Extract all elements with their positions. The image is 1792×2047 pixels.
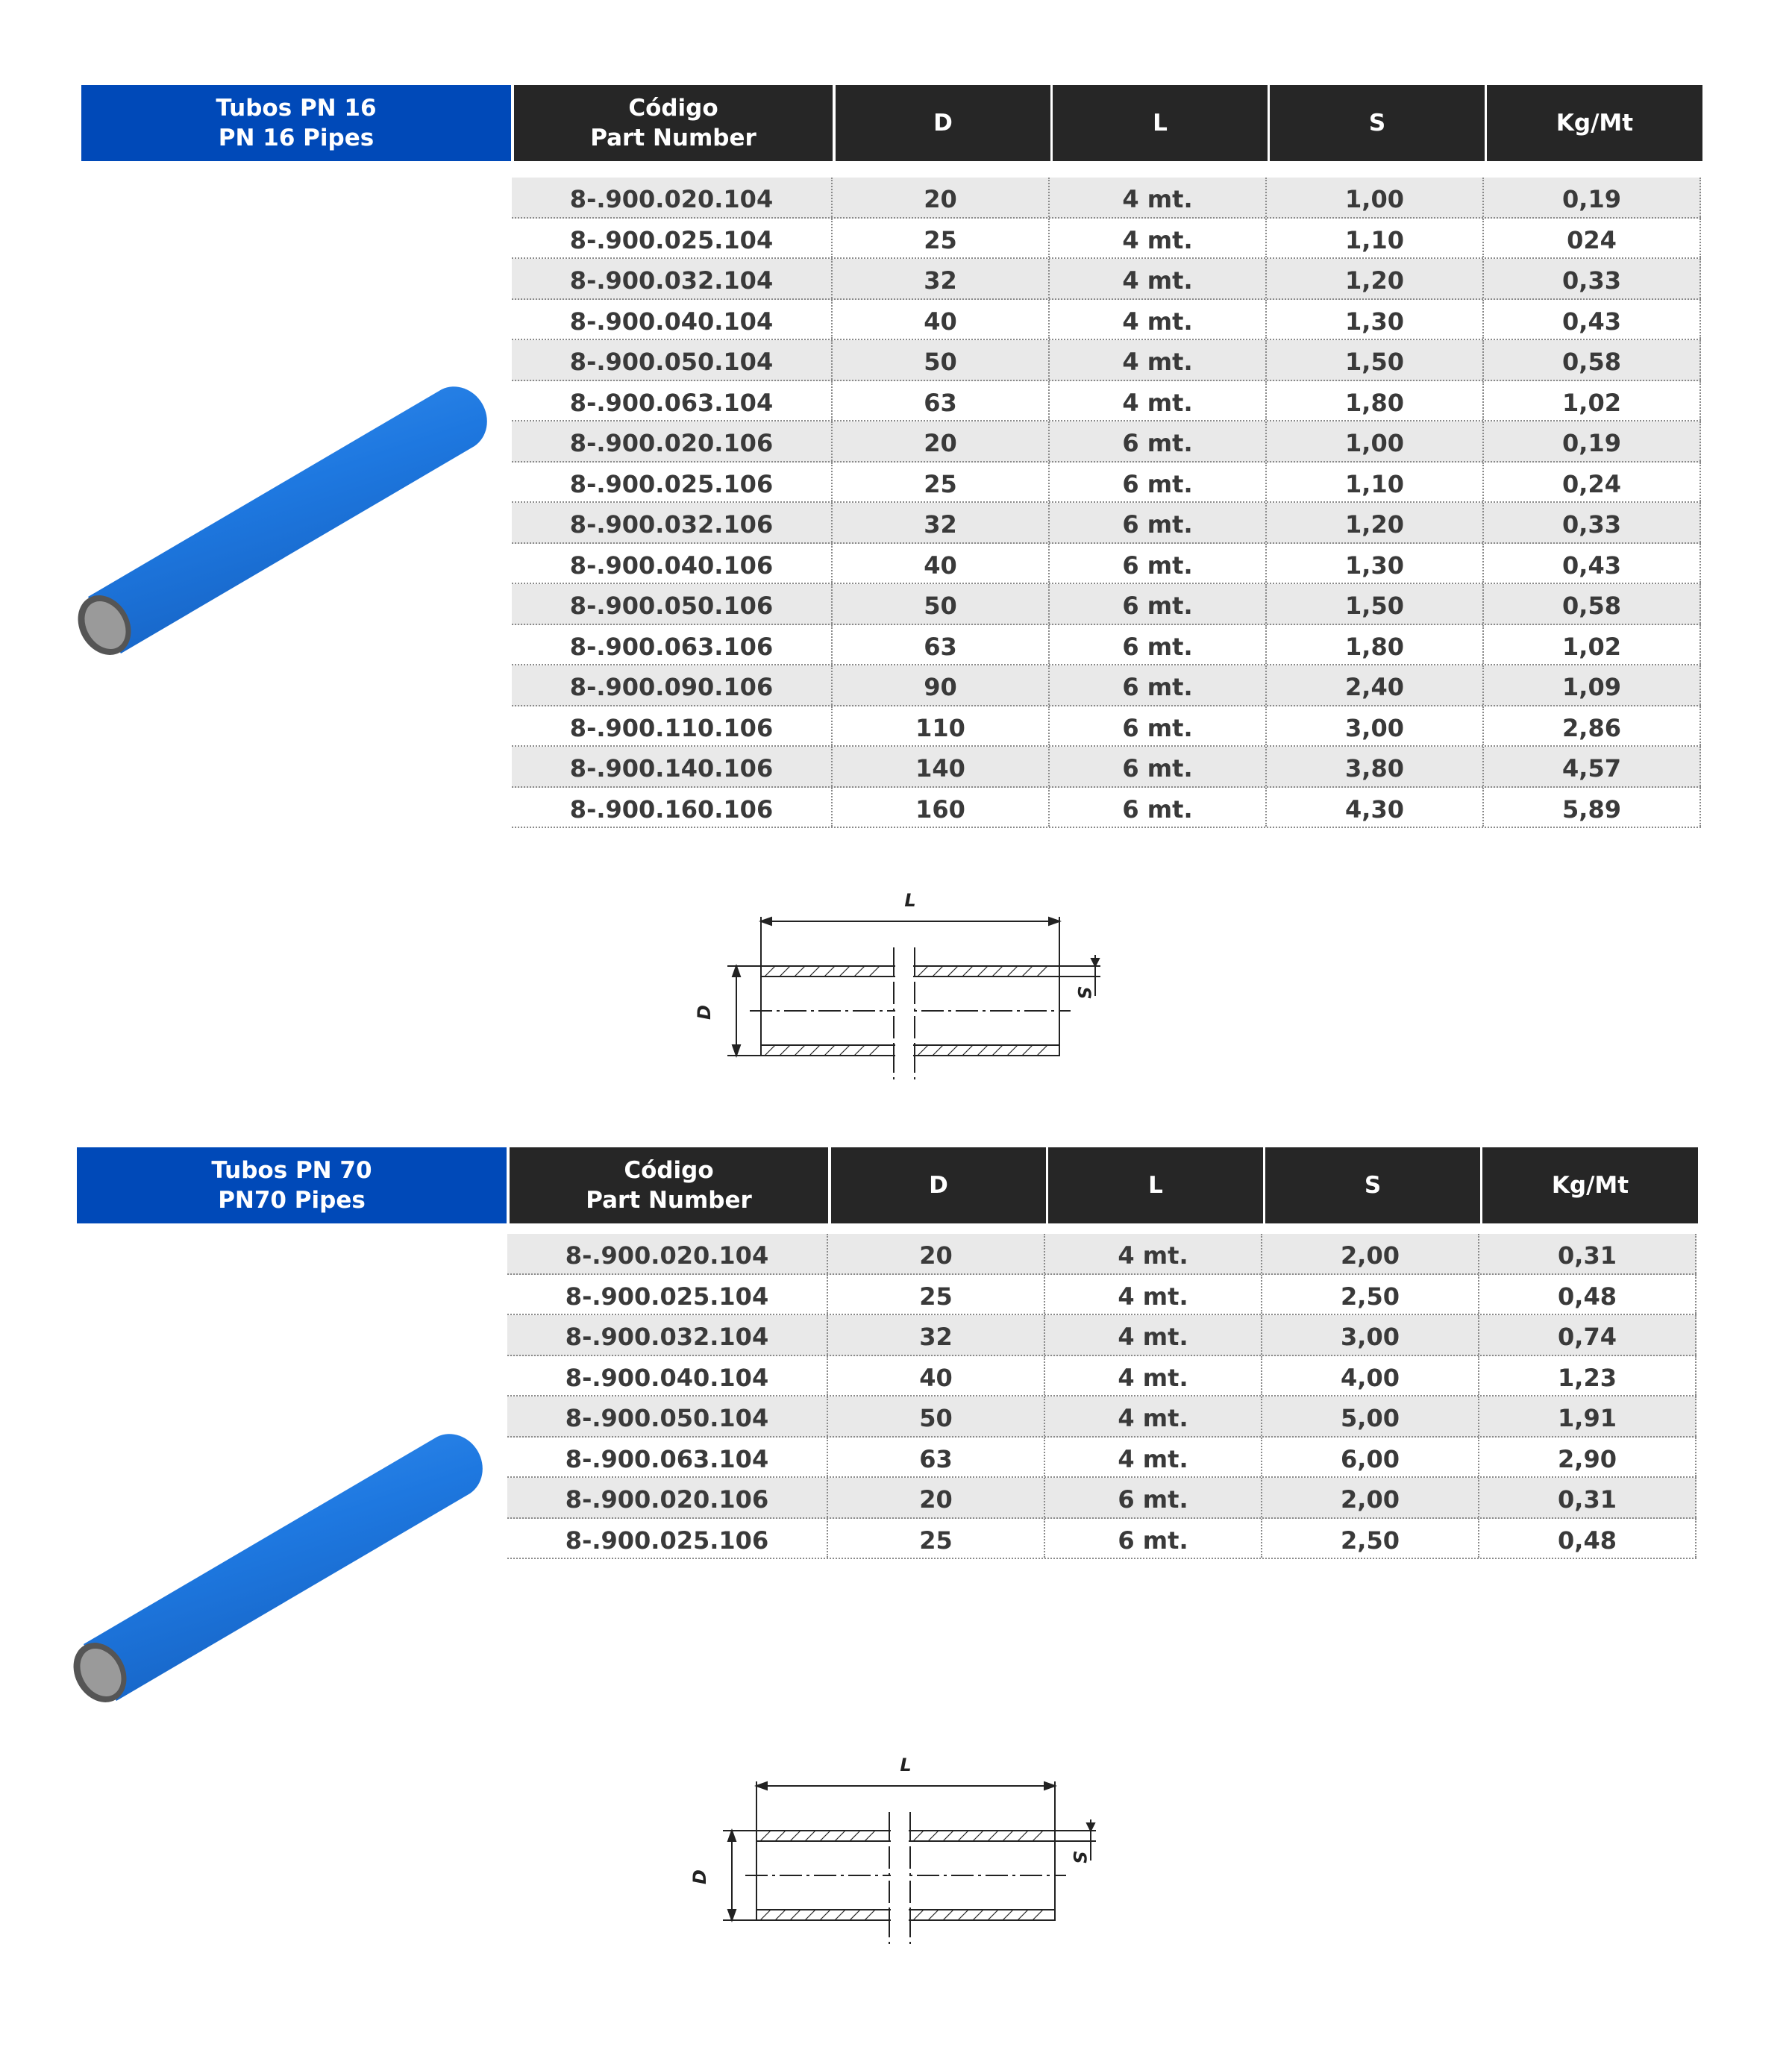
l-cell: 6 mt.: [1045, 1519, 1262, 1558]
kg-cell: 1,09: [1484, 665, 1701, 705]
table-row: [507, 1315, 1697, 1356]
kg-cell: 0,74: [1479, 1315, 1697, 1355]
kg-cell: 0,31: [1479, 1478, 1697, 1517]
part-number-cell: 8-.900.110.106: [512, 706, 833, 746]
header-code-line1: Código: [624, 1157, 714, 1184]
label-l: L: [904, 890, 916, 911]
d-cell: 20: [828, 1478, 1045, 1517]
s-cell: 4,00: [1262, 1356, 1479, 1396]
kg-cell: 0,33: [1484, 503, 1701, 542]
table-row: [512, 584, 1701, 625]
d-cell: 25: [828, 1275, 1045, 1314]
s-cell: 2,50: [1262, 1519, 1479, 1558]
table-row: [512, 788, 1701, 829]
l-cell: 4 mt.: [1045, 1438, 1262, 1477]
d-cell: 32: [833, 503, 1050, 542]
d-cell: 25: [833, 219, 1050, 258]
l-cell: 6 mt.: [1050, 503, 1267, 542]
kg-cell: 1,23: [1479, 1356, 1697, 1396]
table-row: [507, 1438, 1697, 1479]
l-cell: 6 mt.: [1050, 747, 1267, 786]
table-row: [507, 1275, 1697, 1316]
header-l: L: [1053, 85, 1268, 161]
part-number-cell: 8-.900.050.104: [512, 340, 833, 380]
table-row: [512, 544, 1701, 585]
s-cell: 1,00: [1267, 421, 1484, 461]
header-d: D: [836, 85, 1050, 161]
kg-cell: 4,57: [1484, 747, 1701, 786]
l-cell: 6 mt.: [1050, 584, 1267, 624]
l-cell: 6 mt.: [1050, 421, 1267, 461]
table-row: [507, 1356, 1697, 1397]
d-cell: 32: [833, 259, 1050, 298]
d-cell: 140: [833, 747, 1050, 786]
part-number-cell: 8-.900.090.106: [512, 665, 833, 705]
kg-cell: 0,48: [1479, 1519, 1697, 1558]
label-d: D: [689, 1869, 710, 1884]
part-number-cell: 8-.900.160.106: [512, 788, 833, 827]
table-row: [507, 1234, 1697, 1275]
table-row: [512, 463, 1701, 504]
d-cell: 90: [833, 665, 1050, 705]
kg-cell: 0,43: [1484, 544, 1701, 583]
pipe-image: [75, 373, 507, 664]
d-cell: 25: [828, 1519, 1045, 1558]
part-number-cell: 8-.900.140.106: [512, 747, 833, 786]
s-cell: 1,30: [1267, 544, 1484, 583]
part-number-cell: 8-.900.020.106: [507, 1478, 828, 1517]
l-cell: 4 mt.: [1050, 381, 1267, 421]
d-cell: 40: [833, 300, 1050, 339]
l-cell: 6 mt.: [1050, 463, 1267, 502]
header-code-line1: Código: [628, 95, 718, 122]
l-cell: 4 mt.: [1045, 1315, 1262, 1355]
section-title: [77, 1147, 507, 1223]
kg-cell: 1,02: [1484, 381, 1701, 421]
s-cell: 3,00: [1262, 1315, 1479, 1355]
table-row: [512, 340, 1701, 381]
l-cell: 4 mt.: [1045, 1356, 1262, 1396]
table-row: [512, 625, 1701, 666]
d-cell: 20: [833, 178, 1050, 217]
kg-cell: 0,31: [1479, 1234, 1697, 1273]
s-cell: 1,30: [1267, 300, 1484, 339]
part-number-cell: 8-.900.040.104: [512, 300, 833, 339]
label-l: L: [900, 1755, 912, 1775]
s-cell: 4,30: [1267, 788, 1484, 827]
d-cell: 63: [833, 381, 1050, 421]
d-cell: 63: [828, 1438, 1045, 1477]
d-cell: 20: [833, 421, 1050, 461]
d-cell: 50: [833, 584, 1050, 624]
l-cell: 6 mt.: [1050, 625, 1267, 665]
table-row: [512, 259, 1701, 300]
d-cell: 63: [833, 625, 1050, 665]
label-s: S: [1074, 986, 1094, 1000]
s-cell: 1,20: [1267, 259, 1484, 298]
s-cell: 2,40: [1267, 665, 1484, 705]
s-cell: 1,50: [1267, 340, 1484, 380]
d-cell: 110: [833, 706, 1050, 746]
l-cell: 6 mt.: [1045, 1478, 1262, 1517]
pipe-drawing: [689, 1749, 1107, 1957]
part-number-cell: 8-.900.032.104: [512, 259, 833, 298]
part-number-cell: 8-.900.063.104: [512, 381, 833, 421]
kg-cell: 2,86: [1484, 706, 1701, 746]
s-cell: 1,50: [1267, 584, 1484, 624]
part-number-cell: 8-.900.050.106: [512, 584, 833, 624]
kg-cell: 2,90: [1479, 1438, 1697, 1477]
s-cell: 5,00: [1262, 1396, 1479, 1436]
section-title-line2: PN70 Pipes: [218, 1187, 366, 1214]
l-cell: 4 mt.: [1045, 1396, 1262, 1436]
header-d: D: [831, 1147, 1046, 1223]
d-cell: 40: [833, 544, 1050, 583]
kg-cell: 0,58: [1484, 340, 1701, 380]
section-title-line2: PN 16 Pipes: [218, 125, 375, 151]
part-number-cell: 8-.900.050.104: [507, 1396, 828, 1436]
part-number-cell: 8-.900.063.104: [507, 1438, 828, 1477]
d-cell: 160: [833, 788, 1050, 827]
pipe-drawing: [694, 884, 1112, 1093]
l-cell: 6 mt.: [1050, 665, 1267, 705]
header-code-line2: Part Number: [590, 125, 756, 151]
table-row: [512, 300, 1701, 341]
kg-cell: 0,43: [1484, 300, 1701, 339]
d-cell: 20: [828, 1234, 1045, 1273]
table-row: [507, 1396, 1697, 1438]
d-cell: 25: [833, 463, 1050, 502]
kg-cell: 0,33: [1484, 259, 1701, 298]
s-cell: 1,20: [1267, 503, 1484, 542]
section-title-line1: Tubos PN 16: [216, 95, 377, 122]
s-cell: 1,00: [1267, 178, 1484, 217]
header-code: [510, 1147, 828, 1223]
kg-cell: 1,91: [1479, 1396, 1697, 1436]
label-s: S: [1069, 1851, 1090, 1864]
l-cell: 6 mt.: [1050, 706, 1267, 746]
s-cell: 2,50: [1262, 1275, 1479, 1314]
table-row: [512, 178, 1701, 219]
d-cell: 32: [828, 1315, 1045, 1355]
table-row: [512, 665, 1701, 706]
s-cell: 1,10: [1267, 463, 1484, 502]
d-cell: 50: [828, 1396, 1045, 1436]
s-cell: 1,80: [1267, 381, 1484, 421]
table-row: [512, 747, 1701, 788]
kg-cell: 1,02: [1484, 625, 1701, 665]
table-row: [512, 381, 1701, 422]
part-number-cell: 8-.900.063.106: [512, 625, 833, 665]
part-number-cell: 8-.900.025.104: [507, 1275, 828, 1314]
header-l: L: [1048, 1147, 1263, 1223]
kg-cell: 0,19: [1484, 421, 1701, 461]
header-code: [514, 85, 833, 161]
l-cell: 4 mt.: [1050, 340, 1267, 380]
table-row: [512, 421, 1701, 463]
l-cell: 4 mt.: [1050, 259, 1267, 298]
part-number-cell: 8-.900.020.104: [512, 178, 833, 217]
part-number-cell: 8-.900.040.104: [507, 1356, 828, 1396]
l-cell: 4 mt.: [1050, 178, 1267, 217]
header-s: S: [1270, 85, 1485, 161]
l-cell: 4 mt.: [1045, 1234, 1262, 1273]
parts-table-body: [507, 1234, 1697, 1559]
d-cell: 50: [833, 340, 1050, 380]
kg-cell: 5,89: [1484, 788, 1701, 827]
pipe-image: [70, 1420, 503, 1711]
s-cell: 2,00: [1262, 1234, 1479, 1273]
kg-cell: 0,19: [1484, 178, 1701, 217]
kg-cell: 0,48: [1479, 1275, 1697, 1314]
part-number-cell: 8-.900.040.106: [512, 544, 833, 583]
s-cell: 1,10: [1267, 219, 1484, 258]
part-number-cell: 8-.900.025.106: [512, 463, 833, 502]
kg-cell: 024: [1484, 219, 1701, 258]
part-number-cell: 8-.900.032.106: [512, 503, 833, 542]
part-number-cell: 8-.900.020.104: [507, 1234, 828, 1273]
table-row: [507, 1519, 1697, 1560]
part-number-cell: 8-.900.025.106: [507, 1519, 828, 1558]
part-number-cell: 8-.900.032.104: [507, 1315, 828, 1355]
header-code-line2: Part Number: [586, 1187, 752, 1214]
kg-cell: 0,24: [1484, 463, 1701, 502]
l-cell: 4 mt.: [1050, 300, 1267, 339]
d-cell: 40: [828, 1356, 1045, 1396]
table-row: [512, 706, 1701, 747]
label-d: D: [694, 1005, 715, 1020]
s-cell: 1,80: [1267, 625, 1484, 665]
table-row: [512, 219, 1701, 260]
parts-table-body: [512, 178, 1701, 828]
s-cell: 3,80: [1267, 747, 1484, 786]
kg-cell: 0,58: [1484, 584, 1701, 624]
section-title: [81, 85, 511, 161]
table-row: [512, 503, 1701, 544]
l-cell: 6 mt.: [1050, 544, 1267, 583]
part-number-cell: 8-.900.020.106: [512, 421, 833, 461]
l-cell: 4 mt.: [1045, 1275, 1262, 1314]
header-s: S: [1265, 1147, 1480, 1223]
part-number-cell: 8-.900.025.104: [512, 219, 833, 258]
s-cell: 6,00: [1262, 1438, 1479, 1477]
table-row: [507, 1478, 1697, 1519]
header-kg: Kg/Mt: [1487, 85, 1702, 161]
s-cell: 2,00: [1262, 1478, 1479, 1517]
s-cell: 3,00: [1267, 706, 1484, 746]
l-cell: 4 mt.: [1050, 219, 1267, 258]
header-kg: Kg/Mt: [1482, 1147, 1698, 1223]
l-cell: 6 mt.: [1050, 788, 1267, 827]
section-title-line1: Tubos PN 70: [211, 1157, 372, 1184]
